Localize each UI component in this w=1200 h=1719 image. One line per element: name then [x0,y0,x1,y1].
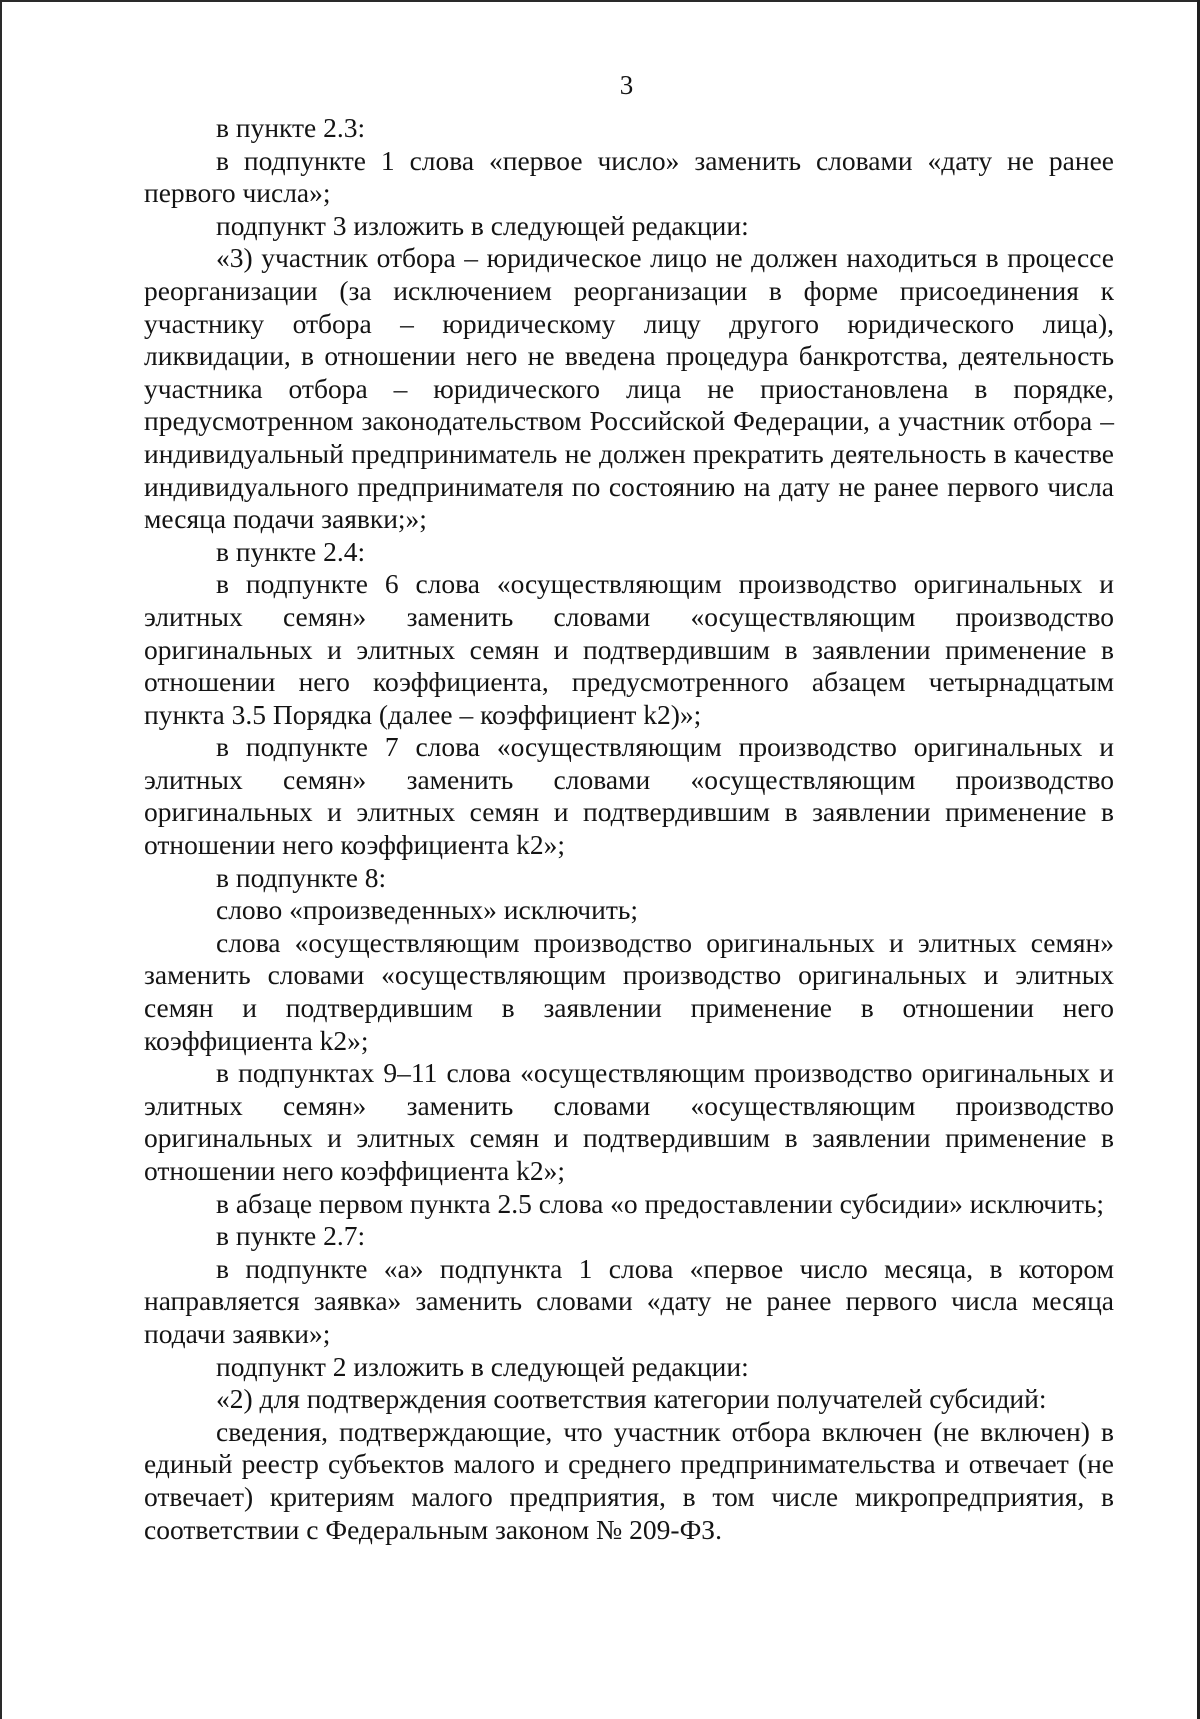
paragraph: слова «осуществляющим производство оригинальных и элитных семян» заменить словами «осуществляющим производство оригинальных и элитных семян и подтвердившим в заявлении применение в отношении него коэффициента k2»; [144,926,1114,1056]
paragraph: подпункт 3 изложить в следующей редакции: [216,209,749,241]
paragraph: слово «произведенных» исключить; [216,894,639,926]
paragraph: в подпункте 8: [216,861,387,893]
paragraph: в подпунктах 9–11 слова «осуществляющим производство оригинальных и элитных семян» заменить словами «осуществляющим производство оригинальных и элитных семян и подтвердившим в заявлении применение в отношении него коэффициента k2»; [144,1057,1114,1186]
paragraph: в подпункте «а» подпункта 1 слова «первое число месяца, в котором направляется заявка» заменить словами «дату не ранее первого числа месяца подачи заявки»; [144,1252,1114,1349]
paragraph: в подпункте 6 слова «осуществляющим производство оригинальных и элитных семян» заменить словами «осуществляющим производство оригинальных и элитных семян и подтвердившим в заявлении применение в отношении него коэффициента, предусмотренного абзацем четырнадцатым пункта 3.5 Порядка (далее – коэффициент k2)»; [144,568,1114,730]
paragraph: в подпункте 7 слова «осуществляющим производство оригинальных и элитных семян» заменить словами «осуществляющим производство оригинальных и элитных семян и подтвердившим в заявлении применение в отношении него коэффициента k2»; [144,731,1114,861]
paragraph: в пункте 2.4: [216,535,366,567]
scan-edge-left [0,0,2,1719]
paragraph: «3) участник отбора – юридическое лицо не должен находиться в процессе реорганизации (за исключением реорганизации в форме присоединения к участнику отбора – юридическому лицу другого юридического лица), ликвидации, в отношении него не введена процедура банкротства, деятельность участника отбора – юридического лица не приостановлена в порядке, предусмотренном законодательством Российской Федерации, а участник отбора – индивидуальный предприниматель не должен прекратить деятельность в качестве индивидуального предпринимателя по состоянию на дату не ранее первого числа месяца подачи заявки;»; [144,242,1114,535]
paragraph: в пункте 2.7: [216,1220,366,1252]
paragraph: в пункте 2.3: [216,112,366,143]
document-body [144,112,1114,1546]
paragraph: «2) для подтверждения соответствия категории получателей субсидий: [216,1383,1047,1415]
page-number: 3 [619,70,634,100]
paragraph: подпункт 2 изложить в следующей редакции: [216,1350,749,1382]
paragraph: сведения, подтверждающие, что участник отбора включен (не включен) в единый реестр субъектов малого и среднего предпринимательства и отвечает (не отвечает) критериям малого предприятия, в том числе микропредприятия, в соответствии с Федеральным законом № 209-ФЗ. [144,1415,1114,1545]
scan-edge-top [0,0,1200,2]
paragraph: в абзаце первом пункта 2.5 слова «о предоставлении субсидии» исключить; [216,1187,1105,1219]
paragraph: в подпункте 1 слова «первое число» заменить словами «дату не ранее первого числа»; [144,144,1114,209]
